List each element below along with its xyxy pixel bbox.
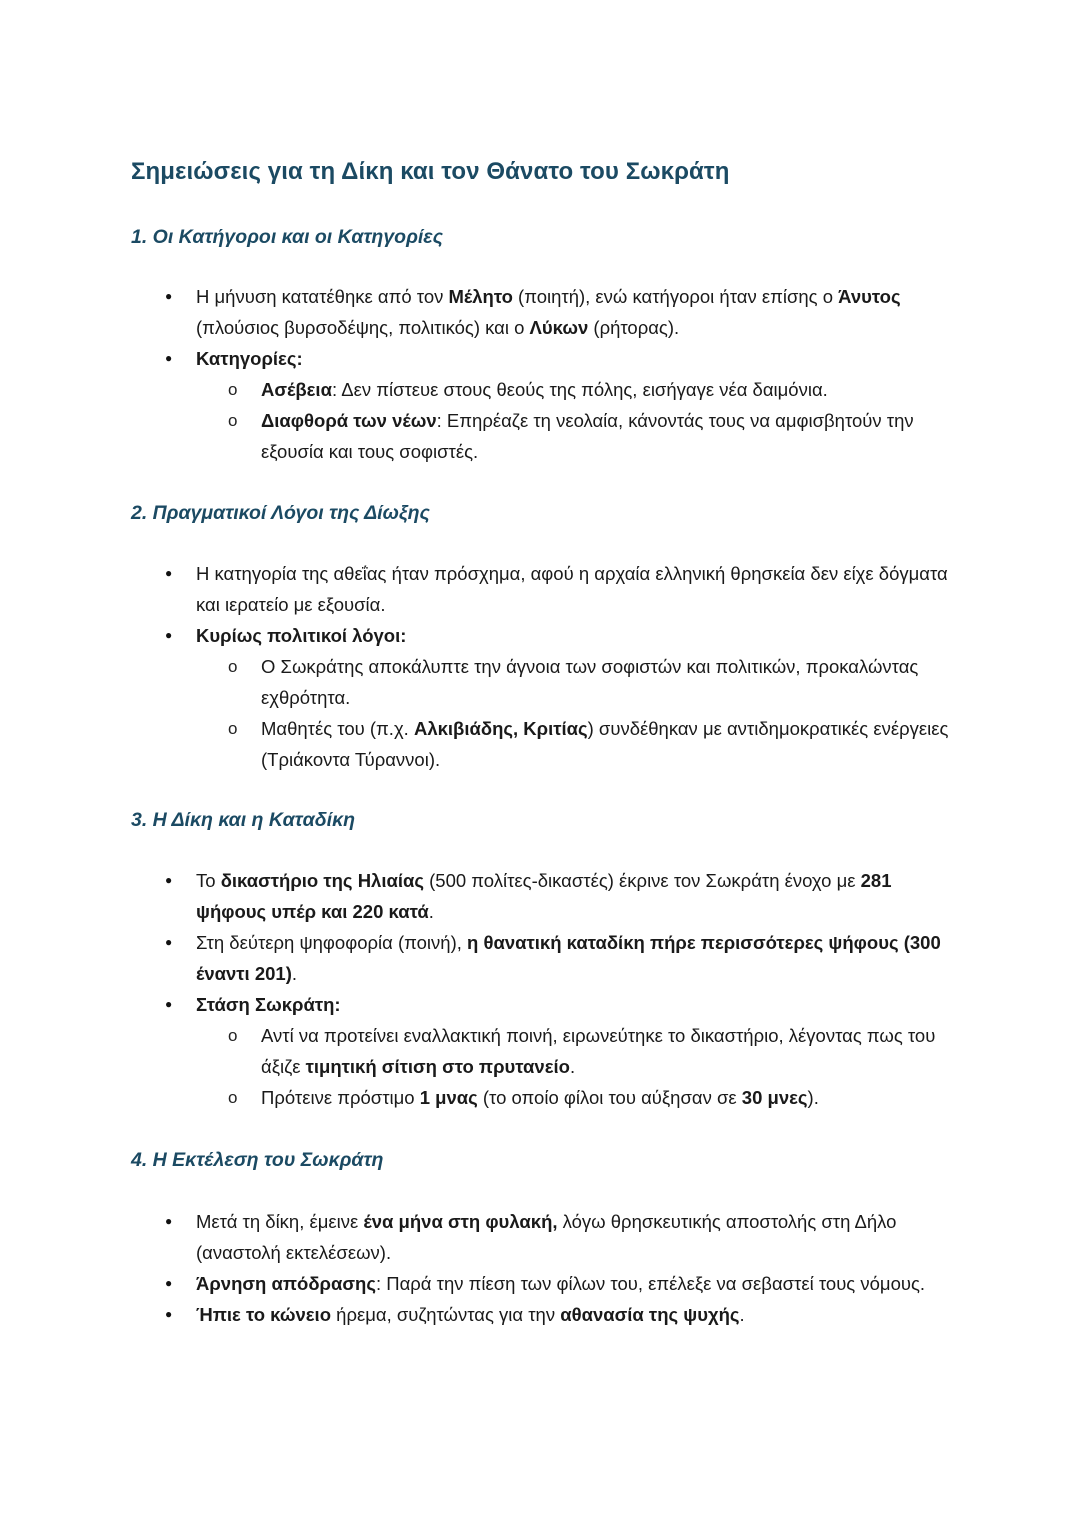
list-item: ● Η κατηγορία της αθεΐας ήταν πρόσχημα, αφού η αρχαία ελληνική θρησκεία δεν είχε δόγματα και ιερατείο με εξουσία. xyxy=(0,558,1080,620)
list-item: ● Στη δεύτερη ψηφοφορία (ποινή), η θανατική καταδίκη πήρε περισσότερες ψήφους (300 έναντι 201). xyxy=(0,927,1080,989)
section-2-list xyxy=(0,558,1080,775)
sub-list-item: o Πρότεινε πρόστιμο 1 μνας (το οποίο φίλοι του αύξησαν σε 30 μνες). xyxy=(196,1082,960,1113)
sub-list-item: o Μαθητές του (π.χ. Αλκιβιάδης, Κριτίας) συνδέθηκαν με αντιδημοκρατικές ενέργειες (Τριάκοντα Τύραννοι). xyxy=(196,713,960,775)
section-4-list xyxy=(0,1206,1080,1330)
sub-list-item: o Ο Σωκράτης αποκάλυπτε την άγνοια των σοφιστών και πολιτικών, προκαλώντας εχθρότητα. xyxy=(196,651,960,713)
list-item: ● Άρνηση απόδρασης: Παρά την πίεση των φίλων του, επέλεξε να σεβαστεί τους νόμους. xyxy=(0,1268,1080,1299)
list-item: ● Κυρίως πολιτικοί λόγοι: o Ο Σωκράτης αποκάλυπτε την άγνοια των σοφιστών και πολιτικών, προκαλώντας εχθρότητα. o Μαθητές του (π.χ. Αλκιβιάδης, Κριτίας) συνδέθηκαν με αντιδημοκρατικές ενέργειες (Τριάκοντα Τύραννοι). xyxy=(0,620,1080,775)
sub-list xyxy=(196,1020,960,1113)
list-item: ● Το δικαστήριο της Ηλιαίας (500 πολίτες-δικαστές) έκρινε τον Σωκράτη ένοχο με 281 ψήφους υπέρ και 220 κατά. xyxy=(0,865,1080,927)
document-title: Σημειώσεις για τη Δίκη και τον Θάνατο του Σωκράτη xyxy=(131,158,730,185)
sub-list xyxy=(196,374,960,467)
sub-list-item: o Διαφθορά των νέων: Επηρέαζε τη νεολαία, κάνοντάς τους να αμφισβητούν την εξουσία και τους σοφιστές. xyxy=(196,405,960,467)
list-item: ● Μετά τη δίκη, έμεινε ένα μήνα στη φυλακή, λόγω θρησκευτικής αποστολής στη Δήλο (αναστολή εκτελέσεων). xyxy=(0,1206,1080,1268)
section-3-list xyxy=(0,865,1080,1113)
sub-list-item: o Ασέβεια: Δεν πίστευε στους θεούς της πόλης, εισήγαγε νέα δαιμόνια. xyxy=(196,374,960,405)
list-item: ● Ήπιε το κώνειο ήρεμα, συζητώντας για την αθανασία της ψυχής. xyxy=(0,1299,1080,1330)
sub-list xyxy=(196,651,960,775)
section-heading-2: 2. Πραγματικοί Λόγοι της Δίωξης xyxy=(131,502,430,524)
list-item: ● Στάση Σωκράτη: o Αντί να προτείνει εναλλακτική ποινή, ειρωνεύτηκε το δικαστήριο, λέγοντας πως του άξιζε τιμητική σίτιση στο πρυτανείο. o Πρότεινε πρόστιμο 1 μνας (το οποίο φίλοι του αύξησαν σε 30 μνες). xyxy=(0,989,1080,1113)
section-heading-3: 3. Η Δίκη και η Καταδίκη xyxy=(131,809,356,831)
section-1-list xyxy=(0,281,1080,467)
section-heading-4: 4. Η Εκτέλεση του Σωκράτη xyxy=(131,1149,384,1171)
list-item: ● Η μήνυση κατατέθηκε από τον Μέλητο (ποιητή), ενώ κατήγοροι ήταν επίσης ο Άνυτος (πλούσιος βυρσοδέψης, πολιτικός) και ο Λύκων (ρήτορας). xyxy=(0,281,1080,343)
sub-list-item: o Αντί να προτείνει εναλλακτική ποινή, ειρωνεύτηκε το δικαστήριο, λέγοντας πως του άξιζε τιμητική σίτιση στο πρυτανείο. xyxy=(196,1020,960,1082)
section-heading-1: 1. Οι Κατήγοροι και οι Κατηγορίες xyxy=(131,226,444,248)
list-item: ● Κατηγορίες: o Ασέβεια: Δεν πίστευε στους θεούς της πόλης, εισήγαγε νέα δαιμόνια. o Διαφθορά των νέων: Επηρέαζε τη νεολαία, κάνοντάς τους να αμφισβητούν την εξουσία και τους σοφιστές. xyxy=(0,343,1080,467)
